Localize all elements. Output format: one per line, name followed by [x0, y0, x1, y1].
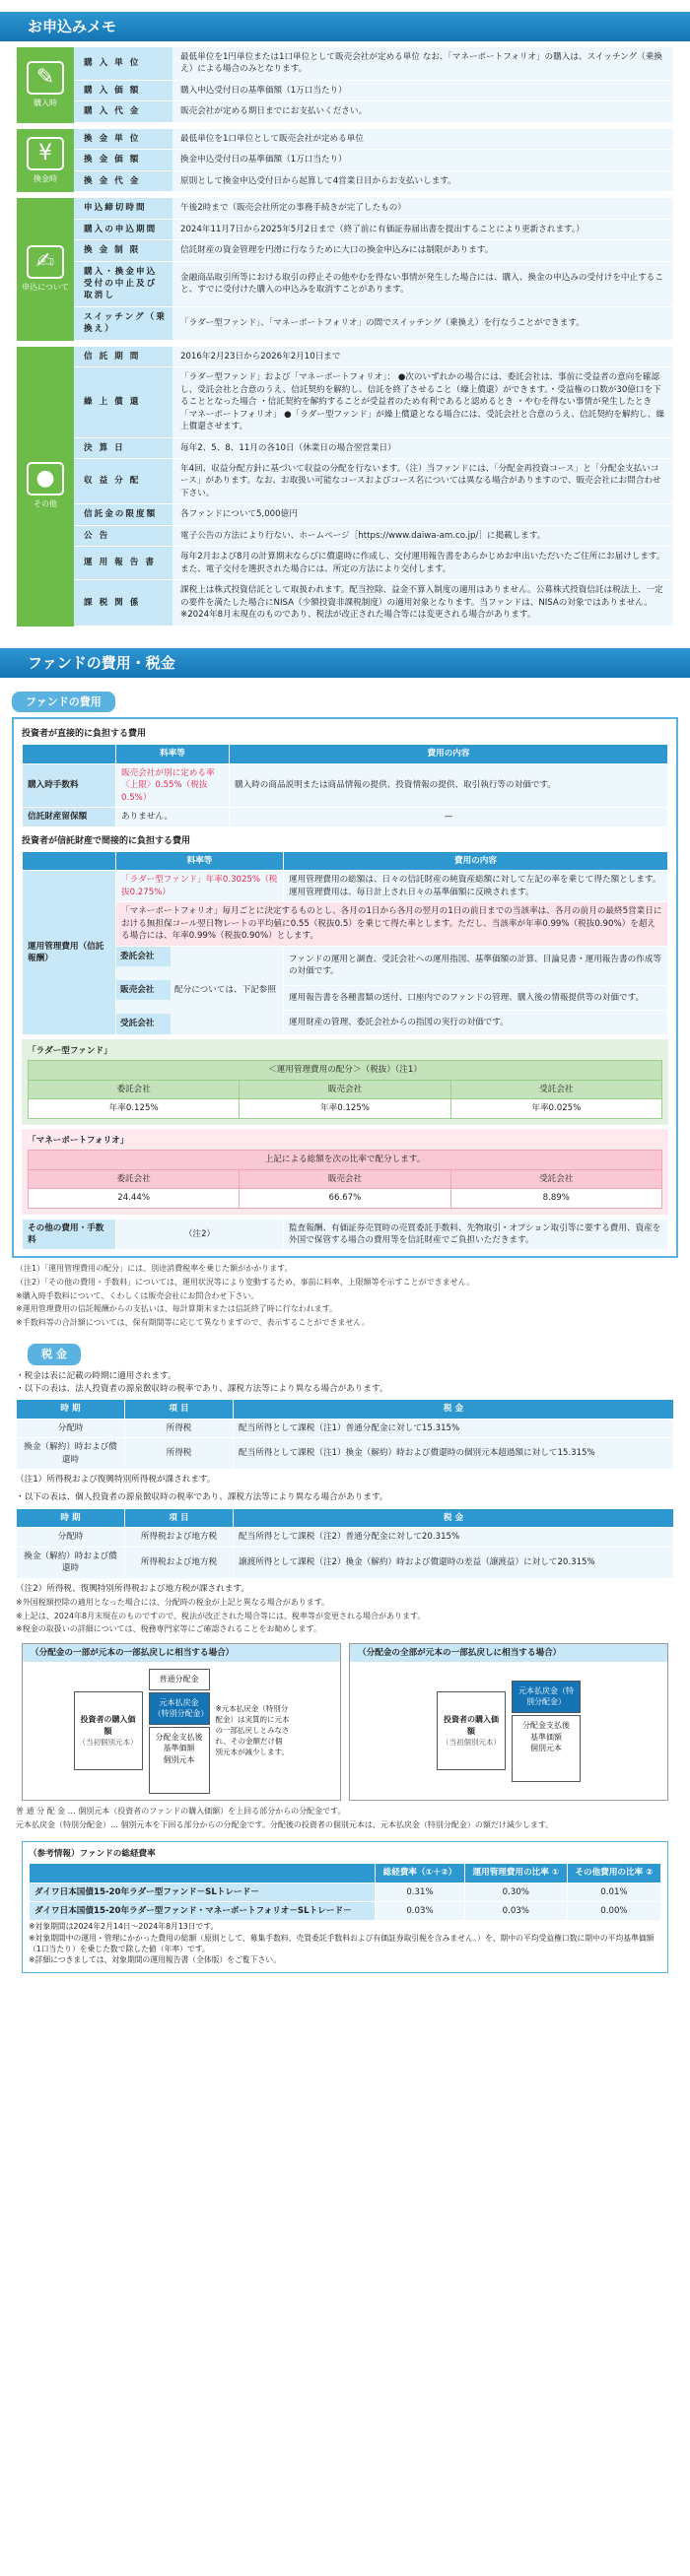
fee-note: （注1）「運用管理費用の配分」には、別途消費税率を乗じた額がかかります。 [16, 1264, 293, 1274]
memo-row [74, 367, 673, 437]
apply-icon [17, 198, 74, 341]
memo-value: 午後2時まで（販売会社所定の事務手続きが完了したもの） [172, 198, 673, 218]
tax-table [16, 1508, 674, 1579]
tax-period: 換金（解約）時および償還時 [17, 1547, 125, 1578]
fee-notes [0, 1263, 690, 1328]
tax-intro: ・以下の表は、法人投資者の源泉徴収時の税率であり、課税方法等により異なる場合があります。 [16, 1383, 388, 1394]
refund-dist: 元本払戻金（特別分配金） [512, 1681, 581, 1713]
tax-item: 所得税および地方税 [125, 1528, 234, 1547]
memo-row [74, 220, 673, 240]
alloc-col: 販売会社 [240, 1169, 450, 1188]
ratio-cell: 0.30% [464, 1882, 567, 1901]
memo-label: 公 告 [74, 526, 172, 546]
ladder-alloc-box [22, 1039, 668, 1125]
memo-section [0, 47, 690, 627]
alloc-col: 受託会社 [450, 1080, 661, 1098]
alloc-col: 受託会社 [450, 1169, 661, 1188]
indiv-label: 個別元本 [163, 1755, 195, 1765]
memo-value: 信託財産の資金管理を円滑に行なうために大口の換金申込みには制限があります。 [172, 240, 673, 260]
memo-label: 信託金の限度額 [74, 504, 172, 524]
person-icon: ¥ [27, 137, 64, 170]
memo-row [74, 459, 673, 504]
parties-mid: 配分については、下記参照 [174, 984, 276, 995]
ratio-title: （参考情報）ファンドの総経費率 [29, 1848, 156, 1859]
tax-value: 譲渡所得として課税（注2）換金（解約）時および償還時の差益（譲渡益）に対して20.315% [234, 1547, 674, 1578]
indiv-label: 個別元本 [530, 1744, 562, 1753]
fees-band: ファンドの費用・税金 [0, 648, 690, 678]
diagram-a-title: （分配金の一部が元本の一部払戻しに相当する場合） [23, 1644, 340, 1662]
tax-col: 項 目 [125, 1400, 234, 1419]
ladder-rate: 「ラダー型ファンド」年率0.3025%（税抜0.275%） [116, 871, 284, 902]
icon-label: 申込について [22, 283, 69, 293]
tax-note: ※上記は、2024年8月末現在のものですので、税法が改正された場合等には、税率等が変更される場合があります。 [16, 1611, 426, 1620]
alloc-val: 年率0.125% [29, 1099, 240, 1118]
memo-row [74, 262, 673, 307]
memo-label: 購 入 価 額 [74, 81, 172, 100]
ladder-box-title: 「ラダー型ファンド」 [28, 1045, 112, 1056]
memo-value: 原則として換金申込受付日から起算して4営業日目からお支払いします。 [172, 171, 673, 191]
fund-cost-heading: ファンドの費用 [12, 692, 115, 713]
memo-label: 決 算 日 [74, 438, 172, 458]
party-desc: 運用財産の管理、委託会社からの指図の実行の対価です。 [284, 1011, 668, 1035]
alloc-val: 年率0.025% [450, 1099, 661, 1118]
memo-row [74, 347, 673, 367]
ratio-cell: 0.31% [376, 1882, 465, 1901]
memo-value: 2024年11月7日から2025年5月2日まで（終了前に有価証券届出書を提出することにより更新されます。） [172, 220, 673, 239]
trust-desc: — [230, 808, 668, 826]
alloc-val: 8.89% [450, 1189, 661, 1208]
buy-fee-label: 購入時手数料 [23, 763, 116, 807]
memo-block-purchase [17, 47, 673, 123]
icon-label: 購入時 [34, 99, 57, 108]
party-desc: ファンドの運用と調査、受託会社への運用指図、基準価額の計算、目論見書・運用報告書の作成等の対価です。 [284, 946, 668, 986]
memo-value: 年4回、収益分配方針に基づいて収益の分配を行ないます。（注）当ファンドには、「分配金再投資コース」と「分配金支払いコース」があります。なお、お取扱い可能なコースおよびコース名については異なる場合がありますので、販売会社にお問合わせ下さい。 [172, 459, 673, 503]
memo-row [74, 438, 673, 459]
party-labels [116, 947, 171, 1034]
ratio-col: 運用管理費用の比率 ① [464, 1864, 567, 1882]
direct-heading: 投資者が直接的に負担する費用 [22, 729, 147, 740]
buy-fee-rate: 販売会社が別に定める率〈上限〉0.55%（税抜0.5%） [116, 763, 230, 807]
diagram-b [349, 1643, 668, 1801]
party-desc: 運用報告書を各種書類の送付、口座内でのファンドの管理、購入後の情報提供等の対価です。 [284, 986, 668, 1011]
tax-item: 所得税 [125, 1438, 234, 1470]
fee-note: ※購入時手数料について、くわしくは販売会社にお問合わせ下さい。 [16, 1290, 259, 1300]
memo-row [74, 198, 673, 219]
ratio-cell: ダイワ日本国債15-20年ラダー型ファンド－SLトレード－ [30, 1882, 376, 1901]
buy-sub: （当初個別元本） [442, 1737, 501, 1747]
memo-row [74, 307, 673, 341]
tax-col: 時 期 [17, 1508, 125, 1527]
tax-col: 項 目 [125, 1508, 234, 1527]
item-header-2: 料率等 [116, 851, 284, 870]
memo-value: 2016年2月23日から2026年2月10日まで [172, 347, 673, 366]
alloc-val: 66.67% [240, 1189, 450, 1208]
base-label: 基準価額 [530, 1732, 562, 1742]
memo-block-apply [17, 198, 673, 341]
person-icon: ✍ [27, 245, 64, 279]
tax-heading: 税 金 [28, 1344, 81, 1365]
buy-label: 投資者の購入価額 [444, 1715, 499, 1736]
ratio-cell: 0.01% [567, 1882, 660, 1901]
memo-label: スイッチング（乗換え） [74, 307, 172, 340]
memo-row [74, 580, 673, 626]
diagram-a [22, 1643, 341, 1801]
fee-note: ※手数料等の合計額については、保有期間等に応じて異なりますので、表示することができません。 [16, 1317, 370, 1327]
ratio-cell: 0.03% [376, 1901, 465, 1920]
money-box-title: 「マネーポートフォリオ」 [28, 1135, 129, 1146]
indirect-heading: 投資者が信託財産で間接的に負担する費用 [22, 835, 191, 846]
memo-label: 購入の申込期間 [74, 220, 172, 239]
memo-block-other [17, 347, 673, 627]
memo-row [74, 129, 673, 150]
memo-label: 運 用 報 告 書 [74, 547, 172, 579]
memo-label: 繰 上 償 還 [74, 367, 172, 436]
memo-value: 各ファンドについて5,000億円 [172, 504, 673, 524]
diagram-note: 普 通 分 配 金 … 個別元本（投資者のファンドの購入価額）を上回る部分からの分配金です。 [16, 1807, 346, 1816]
buy-sub: （当初個別元本） [78, 1737, 138, 1747]
ratio-note: ※対象期間は2024年2月14日〜2024年8月13日です。 [29, 1922, 219, 1932]
tax-period: 換金（解約）時および償還時 [17, 1438, 125, 1470]
memo-label: 課 税 関 係 [74, 580, 172, 625]
tax-col: 税 金 [234, 1400, 674, 1419]
tax-note: （注2）所得税、復興特別所得税および地方税が課されます。 [16, 1583, 249, 1594]
alloc-col: 販売会社 [240, 1080, 450, 1098]
dist-label: 分配金支払後 [155, 1732, 203, 1742]
alloc-val: 年率0.125% [240, 1099, 450, 1118]
tax-period: 分配時 [17, 1419, 125, 1437]
money-alloc-title: 上記による総額を次の比率で配分します。 [29, 1151, 662, 1169]
content-header-2: 費用の内容 [284, 851, 668, 870]
diagram-desc: ※元本払戻金（特別分配金）は実質的に元本の一部払戻しとみなされ、その金額だけ個別元本が減少します。 [215, 1704, 290, 1756]
tax-col: 時 期 [17, 1400, 125, 1419]
memo-value: 換金申込受付日の基準価額（1万口当たり） [172, 150, 673, 169]
memo-row [74, 547, 673, 580]
mgmt-label: 運用管理費用（信託報酬） [23, 871, 116, 1035]
ratio-col: 総経費率（①＋②） [376, 1864, 465, 1882]
indirect-table [22, 851, 668, 1035]
other-icon [17, 347, 74, 627]
person-icon: ✎ [27, 61, 64, 95]
memo-value: 毎年2、5、8、11月の各10日（休業日の場合翌営業日） [172, 438, 673, 458]
tax-note: （注1）所得税および復興特別所得税が課されます。 [16, 1475, 216, 1486]
ladder-alloc-title: ＜運用管理費用の配分＞（税抜）（注1） [29, 1061, 662, 1080]
diagram-notes [0, 1806, 690, 1830]
tax-section [0, 1370, 690, 1635]
memo-row [74, 240, 673, 261]
party-label: 受託会社 [116, 1014, 171, 1033]
trust-label: 信託財産留保額 [23, 808, 116, 826]
other-fee-table [22, 1219, 668, 1251]
memo-label: 購 入 代 金 [74, 101, 172, 121]
tax-item: 所得税および地方税 [125, 1547, 234, 1578]
tax-value: 配当所得として課税（注1）普通分配金に対して15.315% [234, 1419, 674, 1437]
ladder-desc: 運用管理費用の総額は、日々の信託財産の純資産総額に対して左記の率を乗じて得た額とします。運用管理費用は、毎日計上され日々の基準価額に反映されます。 [284, 871, 668, 902]
memo-value: 課税上は株式投資信託として取扱われます。配当控除、益金不算入制度の適用はありません。公募株式投資信託は税法上、一定の要件を満たした場合にNISA（少額投資非課税制度）の適用対象となります。当ファンドは、NISAの対象ではありません。※2024年8月末現在のものであり、税法が改正された場合等には変更される場合があります。 [172, 580, 673, 625]
memo-label: 購入・換金申込受付の中止及び取消し [74, 262, 172, 306]
redeem-icon [17, 129, 74, 192]
other-fee-desc: 監査報酬、有価証券売買時の売買委託手数料、先物取引・オプション取引等に要する費用、資産を外国で保管する場合の費用等を信託財産でご負担いただきます。 [284, 1219, 668, 1250]
memo-value: 最低単位を1円単位または1口単位として販売会社が定める単位 なお、「マネーポートフォリオ」の購入は、スイッチング（乗換え）による場合のみとなります。 [172, 47, 673, 80]
memo-band: お申込みメモ [0, 12, 690, 41]
tax-note: ※税金の取扱いの詳細については、税務専門家等にご確認されることをお勧めします。 [16, 1624, 321, 1634]
memo-label: 換 金 代 金 [74, 171, 172, 191]
content-header: 費用の内容 [230, 745, 668, 763]
buy-fee-desc: 購入時の商品説明または商品情報の提供、投資情報の提供、取引執行等の対価です。 [230, 763, 668, 807]
tax-col: 税 金 [234, 1508, 674, 1527]
memo-value: 「ラダー型ファンド」および「マネーポートフォリオ」： ●次のいずれかの場合には、委託会社は、事前に受益者の意向を確認し、受託会社と合意のうえ、信託契約を解約し、信託を終了させること（繰上償還）ができます。・受益権の口数が30億口を下ることとなった場合 ・信託契約を解約することが受益者のため有利であると認めるとき ・やむを得ない事情が発生したとき 「マネーポートフォリオ」 ●「ラダー型ファンド」が繰上償還となる場合には、受託会社と合意のうえ、信託契約を解約し、繰上償還させます。 [172, 367, 673, 436]
alloc-col: 委託会社 [29, 1080, 240, 1098]
fee-note: （注2）「その他の費用・手数料」については、運用状況等により変動するため、事前に料率、上限額等を示すことができません。 [16, 1278, 475, 1287]
ratio-cell: ダイワ日本国債15-20年ラダー型ファンド・マネーポートフォリオ－SLトレード－ [30, 1901, 376, 1920]
memo-label: 換 金 制 限 [74, 240, 172, 260]
tax-item: 所得税 [125, 1419, 234, 1437]
diagram-b-title: （分配金の全部が元本の一部払戻しに相当する場合） [350, 1644, 667, 1662]
ratio-note: ※詳細につきましては、対象期間の運用報告書（全体版）をご覧下さい。 [29, 1955, 281, 1965]
fee-note: ※運用管理費用の信託報酬からの支払いは、毎計算期末または信託終了時に行なわれます。 [16, 1304, 338, 1314]
money-alloc-box [22, 1129, 668, 1215]
memo-value: 「ラダー型ファンド」、「マネーポートフォリオ」の間でスイッチング（乗換え）を行なうことができます。 [172, 307, 673, 340]
refund-dist: 元本払戻金（特別分配金） [149, 1692, 210, 1725]
memo-row [74, 504, 673, 525]
trust-rate: ありません。 [116, 808, 230, 826]
memo-label: 換 金 価 額 [74, 150, 172, 169]
memo-value: 電子公告の方法により行ない、ホームページ［https://www.daiwa-am.co.jp/］に掲載します。 [172, 526, 673, 546]
ratio-notes [29, 1921, 661, 1965]
memo-label: 換 金 単 位 [74, 129, 172, 149]
memo-value: 販売会社が定める期日までにお支払いください。 [172, 101, 673, 121]
item-header: 料率等 [116, 745, 230, 763]
buy-label: 投資者の購入価額 [80, 1715, 136, 1736]
person-icon: ● [27, 462, 64, 495]
tax-period: 分配時 [17, 1528, 125, 1547]
memo-value: 金融商品取引所等における取引の停止その他やむを得ない事情が発生した場合には、購入、換金の申込みの受付けを中止すること、すでに受付けた購入の申込みを取消すことがあります。 [172, 262, 673, 306]
memo-label: 信 託 期 間 [74, 347, 172, 366]
memo-row [74, 81, 673, 101]
tax-intro: ・以下の表は、個人投資者の源泉徴収時の税率であり、課税方法等により異なる場合があります。 [16, 1492, 388, 1503]
memo-value: 購入申込受付日の基準価額（1万口当たり） [172, 81, 673, 100]
diagram-note: 元本払戻金（特別分配金）… 個別元本を下回る部分からの分配金です。分配後の投資者の個別元本は、元本払戻金（特別分配金）の額だけ減少します。 [16, 1820, 554, 1830]
cost-box [12, 717, 678, 1258]
money-rate: 「マネーポートフォリオ」毎月ごとに決定するものとし、各月の1日から各月の翌月の1日の前日までの当該率は、各月の前月の最終5営業日における無担保コール翌日物レートの平均値に0.55（税抜0.5）を乗じて得た率とします。ただし、当該率が年率0.99%（税抜0.90%）を超える場合には、年率0.99%（税抜0.90%）とします。 [116, 902, 668, 946]
tax-value: 配当所得として課税（注2）普通分配金に対して20.315% [234, 1528, 674, 1547]
memo-row [74, 171, 673, 192]
dist-label: 分配金支払後 [522, 1721, 570, 1731]
party-label: 委託会社 [116, 947, 171, 966]
icon-label: その他 [34, 499, 57, 509]
diagram [0, 1643, 690, 1801]
ratio-cell: 0.03% [464, 1901, 567, 1920]
memo-label: 申込締切時間 [74, 198, 172, 218]
memo-label: 購 入 単 位 [74, 47, 172, 80]
alloc-val: 24.44% [29, 1189, 240, 1208]
alloc-col: 委託会社 [29, 1169, 240, 1188]
memo-value: 毎年2月および8月の計算期末ならびに償還時に作成し、交付運用報告書をあらかじめお申出いただいたご住所にお届けします。また、電子交付を選択された場合には、所定の方法により交付します。 [172, 547, 673, 579]
memo-block-redeem [17, 129, 673, 192]
direct-table [22, 744, 668, 826]
tax-note: ※外国税額控除の適用となった場合には、分配時の税金が上記と異なる場合があります。 [16, 1598, 330, 1608]
memo-row [74, 150, 673, 170]
ratio-col: その他費用の比率 ② [567, 1864, 660, 1882]
ratio-box [22, 1841, 668, 1973]
tax-intro: ・税金は表に記載の時期に適用されます。 [16, 1371, 176, 1382]
tax-value: 配当所得として課税（注1）換金（解約）時および償還時の個別元本超過額に対して15.315% [234, 1438, 674, 1470]
icon-label: 換金時 [34, 173, 57, 183]
ratio-table [29, 1863, 661, 1921]
other-fee-rate: （注2） [116, 1219, 284, 1250]
memo-value: 最低単位を1口単位として販売会社が定める単位 [172, 129, 673, 149]
base-label: 基準価額 [163, 1744, 195, 1753]
other-fee-label: その他の費用・手数料 [23, 1219, 116, 1250]
memo-row [74, 47, 673, 81]
ratio-note: ※対象期間中の運用・管理にかかった費用の総額（原則として、募集手数料、売買委託手数料および有価証券取引税を含みません。）を、期中の平均受益権口数に期中の平均基準価額（1口当たり）を乗じた数で除した値（年率）です。 [29, 1933, 655, 1954]
purchase-icon [17, 47, 74, 123]
party-label: 販売会社 [116, 980, 171, 1000]
memo-row [74, 101, 673, 122]
normal-dist: 普通分配金 [149, 1669, 210, 1690]
tax-table [16, 1399, 674, 1470]
memo-row [74, 526, 673, 547]
ratio-cell: 0.00% [567, 1901, 660, 1920]
memo-label: 収 益 分 配 [74, 459, 172, 503]
